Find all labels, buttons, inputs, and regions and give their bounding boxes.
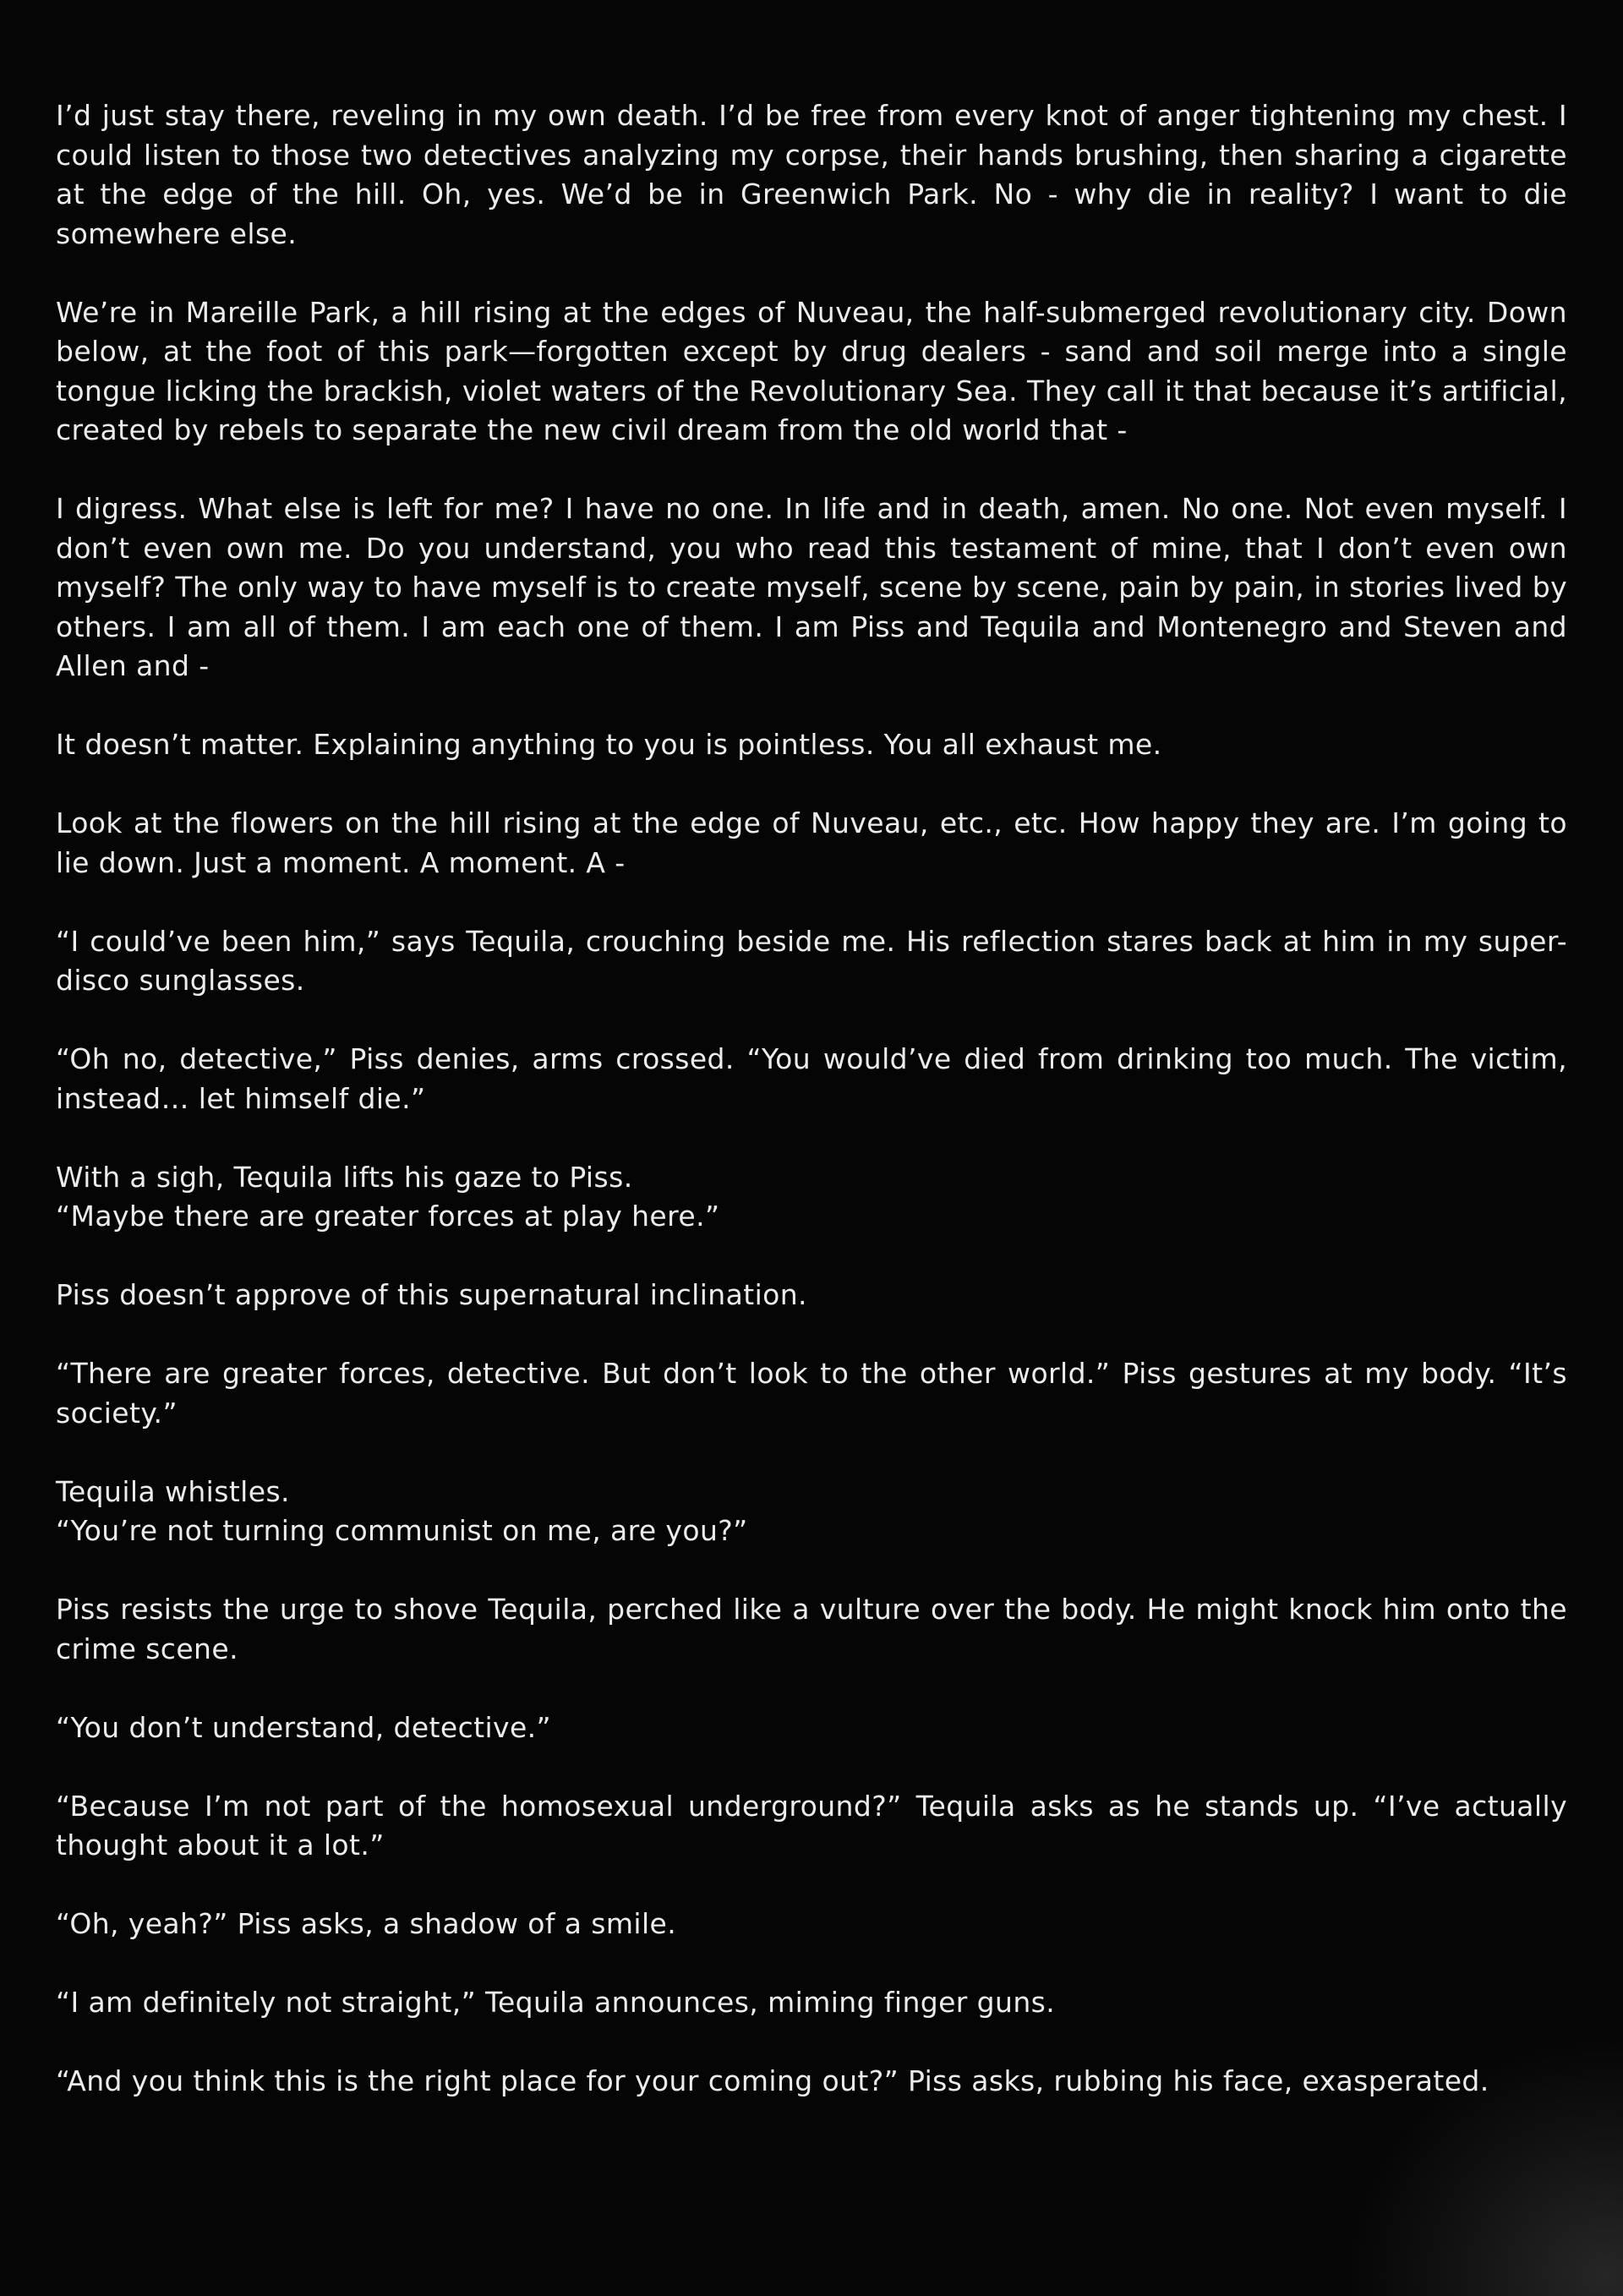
paragraph-3: I digress. What else is left for me? I have no one. In life and in death, amen. No one. Not even myself. I don’t even own me. Do you understand, you who read this testament of mine, that I don’t even own myself? The only way to have myself is to create myself, scene by scene, pain by pain, in stories lived by others. I am all of them. I am each one of them. I am Piss and Tequila and Montenegro and Steven and Allen and - xyxy=(56,492,1567,682)
paragraph-7: “Oh no, detective,” Piss denies, arms crossed. “You would’ve died from drinking too much. The victim, instead… let himself die.” xyxy=(56,1042,1567,1115)
paragraph-9: Piss doesn’t approve of this supernatural inclination. xyxy=(56,1278,807,1311)
paragraph-15: “Oh, yeah?” Piss asks, a shadow of a smile. xyxy=(56,1907,677,1940)
story-text xyxy=(56,96,1567,2102)
paragraph-1: I’d just stay there, reveling in my own death. I’d be free from every knot of anger tightening my chest. I could listen to those two detectives analyzing my corpse, their hands brushing, then sharing a cigarette at the edge of the hill. Oh, yes. We’d be in Greenwich Park. No - why die in reality? I want to die somewhere else. xyxy=(56,99,1567,250)
paragraph-4: It doesn’t matter. Explaining anything to you is pointless. You all exhaust me. xyxy=(56,728,1162,761)
paragraph-8: With a sigh, Tequila lifts his gaze to Piss. “Maybe there are greater forces at play here.” xyxy=(56,1160,720,1233)
paragraph-2: We’re in Mareille Park, a hill rising at the edges of Nuveau, the half-submerged revolutionary city. Down below, at the foot of this park—forgotten except by drug dealers - sand and soil merge into a single tongue licking the brackish, violet waters of the Revolutionary Sea. They call it that because it’s artificial, created by rebels to separate the new civil dream from the old world that - xyxy=(56,295,1567,446)
paragraph-17: “And you think this is the right place for your coming out?” Piss asks, rubbing his face, exasperated. xyxy=(56,2064,1489,2097)
paragraph-10: “There are greater forces, detective. But don’t look to the other world.” Piss gestures at my body. “It’s society.” xyxy=(56,1357,1567,1430)
paragraph-16: “I am definitely not straight,” Tequila announces, miming finger guns. xyxy=(56,1986,1056,2019)
paragraph-13: “You don’t understand, detective.” xyxy=(56,1710,552,1744)
paragraph-11: Tequila whistles. “You’re not turning communist on me, are you?” xyxy=(56,1474,748,1547)
paragraph-6: “I could’ve been him,” says Tequila, crouching beside me. His reflection stares back at him in my super-disco sunglasses. xyxy=(56,924,1567,997)
paragraph-14: “Because I’m not part of the homosexual underground?” Tequila asks as he stands up. “I’ve actually thought about it a lot.” xyxy=(56,1789,1567,1861)
paragraph-5: Look at the flowers on the hill rising at the edge of Nuveau, etc., etc. How happy they are. I’m going to lie down. Just a moment. A moment. A - xyxy=(56,806,1567,879)
paragraph-12: Piss resists the urge to shove Tequila, perched like a vulture over the body. He might knock him onto the crime scene. xyxy=(56,1593,1567,1665)
